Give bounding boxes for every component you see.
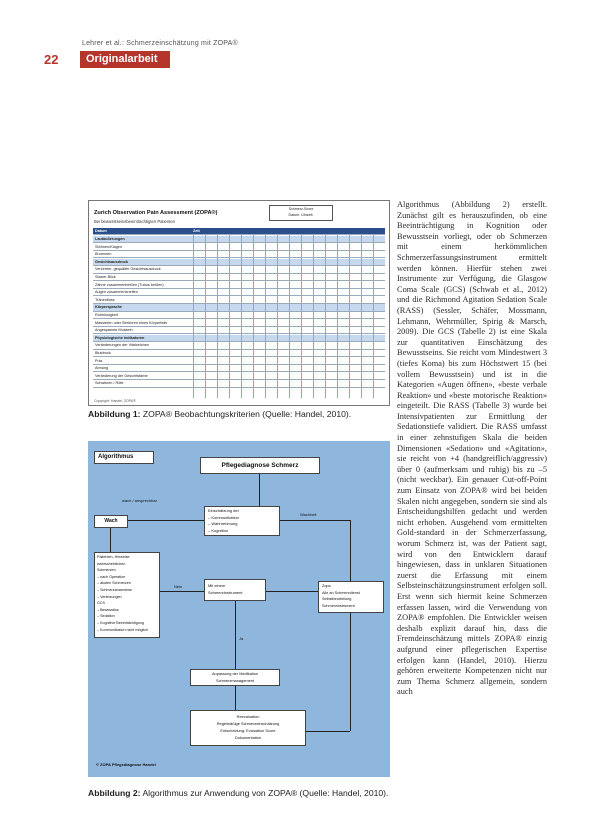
grid-row: Tränenfluss <box>93 297 385 304</box>
figure-1-grid <box>93 228 385 398</box>
vigilance-box <box>204 506 280 536</box>
page-number: 22 <box>44 52 59 67</box>
connector <box>350 613 351 731</box>
grid-column-line <box>337 235 338 398</box>
self-line: Schmerzinstrument <box>322 603 355 608</box>
risk-line: – Bewusstlos <box>97 607 119 612</box>
grid-column-line <box>289 235 290 398</box>
zopa-line: Schmerzinstrument <box>208 590 243 595</box>
grid-column-line <box>253 235 254 398</box>
nein-label: Nein <box>174 584 183 589</box>
risk-line: Patienten, Hinweise <box>97 555 130 559</box>
anpassung-box <box>190 669 280 686</box>
vigilance-line: – Wahrnehmung <box>208 521 238 526</box>
grid-row: Zähne zusammenbeißen (Tubus beißen) <box>93 282 385 289</box>
grid-column-line <box>349 235 350 398</box>
ja-label: Ja <box>239 636 244 641</box>
figure-2-footer: © ZOPA Pflegediagnose Handel <box>96 762 156 767</box>
self-assessment-box <box>318 581 384 613</box>
risk-line: – Sedation <box>97 614 115 619</box>
grid-row: Puls <box>93 358 385 365</box>
figure-2-caption <box>88 788 388 798</box>
grid-header-time: Zeit <box>193 229 200 233</box>
grid-row: Veränderung der Gesichtsfarbe <box>93 373 385 380</box>
grid-header-row <box>93 228 385 235</box>
zopa-assessment-box <box>204 579 266 601</box>
self-line: Alle an Schmerzdienst <box>322 590 360 595</box>
figure-2-caption-text: Algorithmus zur Anwendung von ZOPA® (Quelle: Handel, 2010). <box>142 788 389 798</box>
risk-line: wahrscheinlichen <box>97 561 126 566</box>
running-head: Lehrer et al.: Schmerzeinschätzung mit ZOPA® <box>82 40 238 47</box>
connector <box>235 686 236 710</box>
grid-row: Massieren oder Berühren eines Körperteils <box>93 320 385 327</box>
grid-column-line <box>205 235 206 398</box>
figure-1-caption-text: ZOPA® Beobachtungskriterien (Quelle: Handel, 2010). <box>142 409 352 419</box>
figure-1-subtitle: Bei bewusstseinsbeeinträchtigten Patienten <box>94 219 176 224</box>
algorithm-label: Algorithmus <box>94 451 154 464</box>
grid-column-line <box>301 235 302 398</box>
wach-label: wach / ansprechbar <box>122 498 157 503</box>
grid-row: Atmung <box>93 365 385 372</box>
connector <box>280 520 350 521</box>
reeval-line: Reevaluation <box>236 714 260 719</box>
figure-1-caption-label: Abbildung 1: <box>88 409 141 419</box>
grid-column-line <box>373 235 374 398</box>
body-text-column <box>397 200 547 698</box>
grid-row: Lautäußerungen <box>93 236 385 243</box>
grid-column-line <box>193 235 194 398</box>
grid-row: Stöhnen/Klagen <box>93 244 385 251</box>
wach-box: Wach <box>94 515 128 528</box>
grid-column-line <box>325 235 326 398</box>
risk-line: – nach Operation <box>97 574 126 579</box>
grid-column-line <box>265 235 266 398</box>
connector <box>128 520 204 521</box>
section-label: Originalarbeit <box>80 51 170 68</box>
grid-row: Starrer Blick <box>93 274 385 281</box>
risk-criteria-box <box>94 552 160 638</box>
connector <box>259 474 260 506</box>
reevaluation-box <box>190 710 306 746</box>
grid-row: Ruhelosigkeit <box>93 312 385 319</box>
grid-row: Verzerrter, gequälter Gesichtsausdruck <box>93 266 385 273</box>
score-box-line: Uhrzeit: <box>301 213 314 217</box>
zopa-line: Mit einem <box>208 583 226 588</box>
figure-1-caption <box>88 409 351 419</box>
figure-2-caption-label: Abbildung 2: <box>88 788 141 798</box>
figure-1-zopa-form <box>88 200 390 406</box>
risk-line: – Verletzungen <box>97 594 122 599</box>
connector <box>160 591 204 592</box>
score-box-line: Schmerz-Score <box>288 207 314 211</box>
grid-header-date: Datum <box>95 229 107 233</box>
connector <box>306 731 350 732</box>
grid-column-line <box>313 235 314 398</box>
grid-row: Augen zusammenkneifen <box>93 289 385 296</box>
self-line: Selbstbeurteilung <box>322 597 352 602</box>
grid-column-line <box>229 235 230 398</box>
vigilance-line: – Kommunikation <box>208 514 239 520</box>
grid-column-line <box>361 235 362 398</box>
anpassung-line: Schmerzmanagement <box>215 677 255 683</box>
figure-1-score-box <box>269 205 333 221</box>
grid-row: Körpersprache <box>93 304 385 311</box>
reeval-line: Dokumentation <box>234 735 262 740</box>
grid-row: Schwitzen / Röte <box>93 380 385 387</box>
self-line: Zopa <box>322 584 331 588</box>
anpassung-line: Anpassung der Medikation <box>211 671 259 676</box>
reeval-line: Regelmäßige Schmerzeinschätzung <box>216 721 280 726</box>
figure-2-algorithm <box>88 441 390 777</box>
vigilance-line: Einschätzung der <box>208 508 239 513</box>
body-paragraph: Algorithmus (Abbildung 2) erstellt. Zunächst gilt es herauszufinden, ob eine Beeinträchtigung in Kognition oder Bewusstsein vorliegt, oder ob Schmerzen mit einem herkömmlichen Schmerzerfassungsinstrument ermittelt werden können. Hierfür stehen zwei Instrumente zur Verfügung, die Glasgow Coma Scale (GCS) (Schwab et al., 2012) und die Richmond Agitation Sedation Scale (RASS) (Sessler, Schäfer, Mossmann, Lehmann, Wehrmüller, Spirig & Marsch, 2009). Die GCS (Tabelle 2) ist eine Skala zur quantitativen Einschätzung des Bewusstseins. Sie reicht vom Mindestwert 3 (tiefes Koma) bis zum Höchstwert 15 (bei vollem Bewusstsein) und ist in die Kategorien «Augen öffnen», «beste verbale Reaktion» und «beste motorische Reaktion» eingeteilt. Die RASS (Tabelle 3) wurde bei Intensivpatienten zur Ermittlung der Sedationstiefe validiert. Die RASS umfasst in einer zehnstufigen Skala die beiden Dimensionen «Sedation» und «Agitation», sie reicht von +4 (handgreiflich/aggressiv) über 0 (aufmerksam und ruhig) bis zu –5 (nicht weckbar). Ein genauer Cut-off-Point zum Einsatz von ZOPA® wird bei beiden Skalen nicht angegeben, sondern sie sind als Entscheidungshilfen gedacht und werden nicht erhoben. Ausgehend vom ermittelten Gold-standard in der Schmerzerfassung, worum Schmerz ist, was der Patient sagt, wird von den Entwicklern darauf hingewiesen, dass in unklaren Situationen zuerst die Erfassung mit einem Selbsteinschätzungsinstrument erfolgen soll. Erst wenn sich hiermit keine Schmerzen erfassen lassen, wird die Verwendung von ZOPA® empfohlen. Die Entwickler weisen deshalb explizit darauf hin, dass die Fremdeinschätzung mittels ZOPA® einzig aufgrund einer pflegerischen Expertise erfolgen kann (Handel, 2010). Hierzu gehören erweiterte Kompetenzen nicht nur zum Thema Schmerz allgemein, sondern auch <box>397 200 547 697</box>
grid-row: Brummen <box>93 251 385 258</box>
risk-line: – Kognitive Beeinträchtigung <box>97 620 144 625</box>
figure-1-footer: Copyright: Handel, ZOPA® <box>94 399 136 403</box>
connector <box>235 601 236 669</box>
grid-row: Veränderungen der Vitalzeichen <box>93 342 385 349</box>
risk-line: – akuten Schmerzen <box>97 581 131 586</box>
connector <box>110 528 111 552</box>
grid-row: Angespannte Muskeln <box>93 327 385 334</box>
reeval-line: Entscheidung: Evaluation Score <box>220 728 276 733</box>
grid-row: Gesichtsausdruck <box>93 259 385 266</box>
risk-line: – Kommunikation nicht möglich <box>97 627 149 632</box>
risk-line: – Schmerzanamnese <box>97 587 132 592</box>
grid-column-line <box>217 235 218 398</box>
grid-row: Blutdruck <box>93 350 385 357</box>
connector <box>266 591 318 592</box>
pflegediagnose-box: Pflegediagnose Schmerz <box>200 457 320 474</box>
grid-column-line <box>277 235 278 398</box>
wachheit-label: Wachheit <box>300 512 317 517</box>
risk-line: GCS <box>97 601 105 606</box>
grid-row: Physiologische Indikatoren <box>93 335 385 342</box>
grid-column-line <box>241 235 242 398</box>
figure-1-title: Zurich Observation Pain Assessment (ZOPA®) <box>94 210 218 216</box>
score-box-line: Datum: <box>288 213 301 217</box>
risk-line: Schmerzen <box>97 568 116 573</box>
vigilance-line: – Kognition <box>208 527 229 533</box>
